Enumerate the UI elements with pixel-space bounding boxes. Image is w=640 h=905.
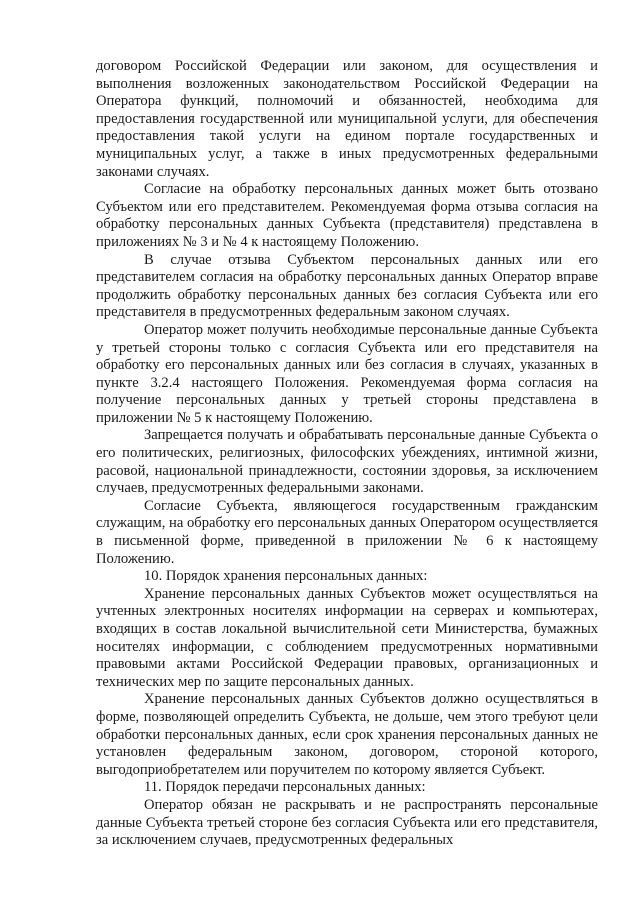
paragraph-third-party: Оператор может получить необходимые персональные данные Субъекта у третьей стороны только с согласия Субъекта или его представителя на обработку его персональных данных или без согласия в случаях, указанных в пункте 3.2.4 настоящего Положения. Рекомендуемая форма согласия на получение персональных данных у третьей стороны представлена в приложении № 5 к настоящему Положению. bbox=[96, 321, 598, 426]
section-heading-storage: 10. Порядок хранения персональных данных: bbox=[144, 568, 428, 585]
paragraph-storage-media: Хранение персональных данных Субъектов может осуществляться на учтенных электронных носителях информации на серверах и компьютерах, входящих в состав локальной вычислительной сети Министерства, бумажных носителях информации, с соблюдением предусмотренных нормативными правовыми актами Российской Федерации правовых, организационных и технических мер по защите персональных данных. bbox=[96, 585, 598, 690]
paragraph-withdrawal-continuation: В случае отзыва Субъектом персональных данных или его представителем согласия на обработку персональных данных Оператор вправе продолжить обработку персональных данных без согласия Субъекта или его представителя в предусмотренных федеральным законом случаях. bbox=[96, 251, 598, 321]
paragraph-non-disclosure: Оператор обязан не раскрывать и не распространять персональные данные Субъекта третьей стороне без согласия Субъекта или его представителя, за исключением случаев, предусмотренных федеральных bbox=[96, 796, 598, 849]
paragraph-storage-duration: Хранение персональных данных Субъектов должно осуществляться в форме, позволяющей определить Субъекта, не дольше, чем этого требуют цели обработки персональных данных, если срок хранения персональных данных не установлен федеральным законом, договором, стороной которого, выгодоприобретателем или поручителем по которому является Субъект. bbox=[96, 691, 598, 778]
paragraph-civil-servant-consent: Согласие Субъекта, являющегося государственным гражданским служащим, на обработку его персональных данных Оператором осуществляется в письменной форме, приведенной в приложении № 6 к настоящему Положению. bbox=[96, 497, 598, 567]
paragraph-prohibited-data: Запрещается получать и обрабатывать персональные данные Субъекта о его политических, религиозных, философских убеждениях, интимной жизни, расовой, национальной принадлежности, состоянии здоровья, за исключением случаев, предусмотренных федеральными законами. bbox=[96, 427, 598, 497]
paragraph-continuation: договором Российской Федерации или законом, для осуществления и выполнения возложенных законодательством Российской Федерации на Оператора функций, полномочий и обязанностей, необходима для предоставления государственной или муниципальной услуги, для обеспечения предоставления такой услуги на едином портале государственных и муниципальных услуг, а также в иных предусмотренных федеральными законами случаях. bbox=[96, 58, 598, 180]
paragraph-consent-withdrawal: Согласие на обработку персональных данных может быть отозвано Субъектом или его представителем. Рекомендуемая форма отзыва согласия на обработку персональных данных Субъекта (представителя) представлена в приложениях № 3 и № 4 к настоящему Положению. bbox=[96, 181, 598, 250]
section-heading-transfer: 11. Порядок передачи персональных данных: bbox=[144, 779, 426, 796]
document-body bbox=[96, 58, 598, 850]
